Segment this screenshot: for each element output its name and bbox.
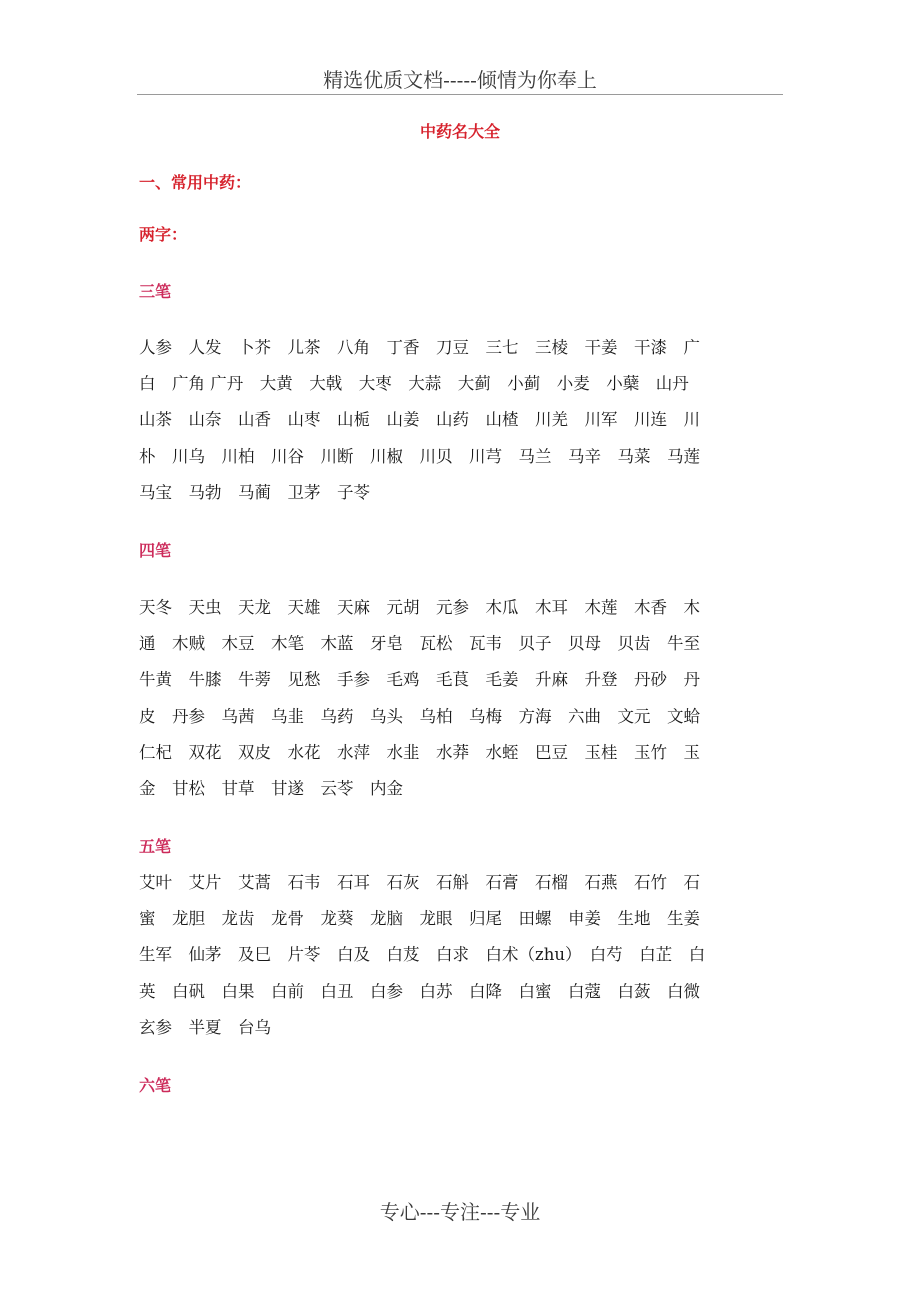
herb-line: 英 白矾 白果 白前 白丑 白参 白苏 白降 白蜜 白蔻 白蔹 白微 xyxy=(139,981,700,1001)
herb-line: 生军 仙茅 及巳 片苓 白及 白芨 白求 白术（zhu） 白芍 白芷 白 xyxy=(139,945,706,965)
herb-line: 山茶 山奈 山香 山枣 山栀 山姜 山药 山楂 川羌 川军 川连 川 xyxy=(139,410,700,430)
group-heading-five-strokes: 五笔 xyxy=(139,837,172,856)
herb-line: 皮 丹参 乌茜 乌韭 乌药 乌头 乌柏 乌梅 方海 六曲 文元 文蛤 xyxy=(139,706,700,726)
herb-line: 艾叶 艾片 艾蒿 石韦 石耳 石灰 石斛 石膏 石榴 石燕 石竹 石 xyxy=(139,873,700,892)
herb-line: 人参 人发 卜芥 儿茶 八角 丁香 刀豆 三七 三棱 干姜 干漆 广 xyxy=(139,338,700,357)
herb-line: 白 广角 广丹 大黄 大戟 大枣 大蒜 大蓟 小蓟 小麦 小蘖 山丹 xyxy=(139,374,689,394)
herb-line: 金 甘松 甘草 甘遂 云苓 内金 xyxy=(139,778,403,798)
herb-line: 玄参 半夏 台乌 xyxy=(139,1017,271,1037)
section-heading-common: 一、常用中药： xyxy=(139,173,252,192)
page-footer: 专心---专注---专业 xyxy=(379,1200,541,1224)
page-header: 精选优质文档-----倾情为你奉上 xyxy=(323,68,597,92)
group-heading-four-strokes: 四笔 xyxy=(139,541,172,560)
header-divider xyxy=(137,94,783,95)
document-title: 中药名大全 xyxy=(419,122,500,141)
herb-line: 通 木贼 木豆 木笔 木蓝 牙皂 瓦松 瓦韦 贝子 贝母 贝齿 牛至 xyxy=(139,634,700,654)
herb-list-five-strokes xyxy=(139,865,779,1046)
herb-line: 仁杞 双花 双皮 水花 水萍 水韭 水莽 水蛭 巴豆 玉桂 玉竹 玉 xyxy=(139,742,700,762)
subsection-heading-two-char: 两字： xyxy=(139,225,188,244)
herb-line: 朴 川乌 川柏 川谷 川断 川椒 川贝 川芎 马兰 马辛 马菜 马莲 xyxy=(139,446,700,466)
herb-line: 天冬 天虫 天龙 天雄 天麻 元胡 元参 木瓜 木耳 木莲 木香 木 xyxy=(139,598,700,617)
group-heading-three-strokes: 三笔 xyxy=(139,282,172,301)
herb-list-four-strokes xyxy=(139,590,779,807)
herb-list-three-strokes xyxy=(139,330,779,511)
group-heading-six-strokes: 六笔 xyxy=(139,1076,172,1095)
herb-line: 马宝 马勃 马蔺 卫茅 子苓 xyxy=(139,482,370,502)
herb-line: 牛黄 牛膝 牛蒡 见愁 手参 毛鸡 毛茛 毛姜 升麻 升登 丹砂 丹 xyxy=(139,670,700,690)
herb-line: 蜜 龙胆 龙齿 龙骨 龙葵 龙脑 龙眼 归尾 田螺 申姜 生地 生姜 xyxy=(139,909,700,929)
